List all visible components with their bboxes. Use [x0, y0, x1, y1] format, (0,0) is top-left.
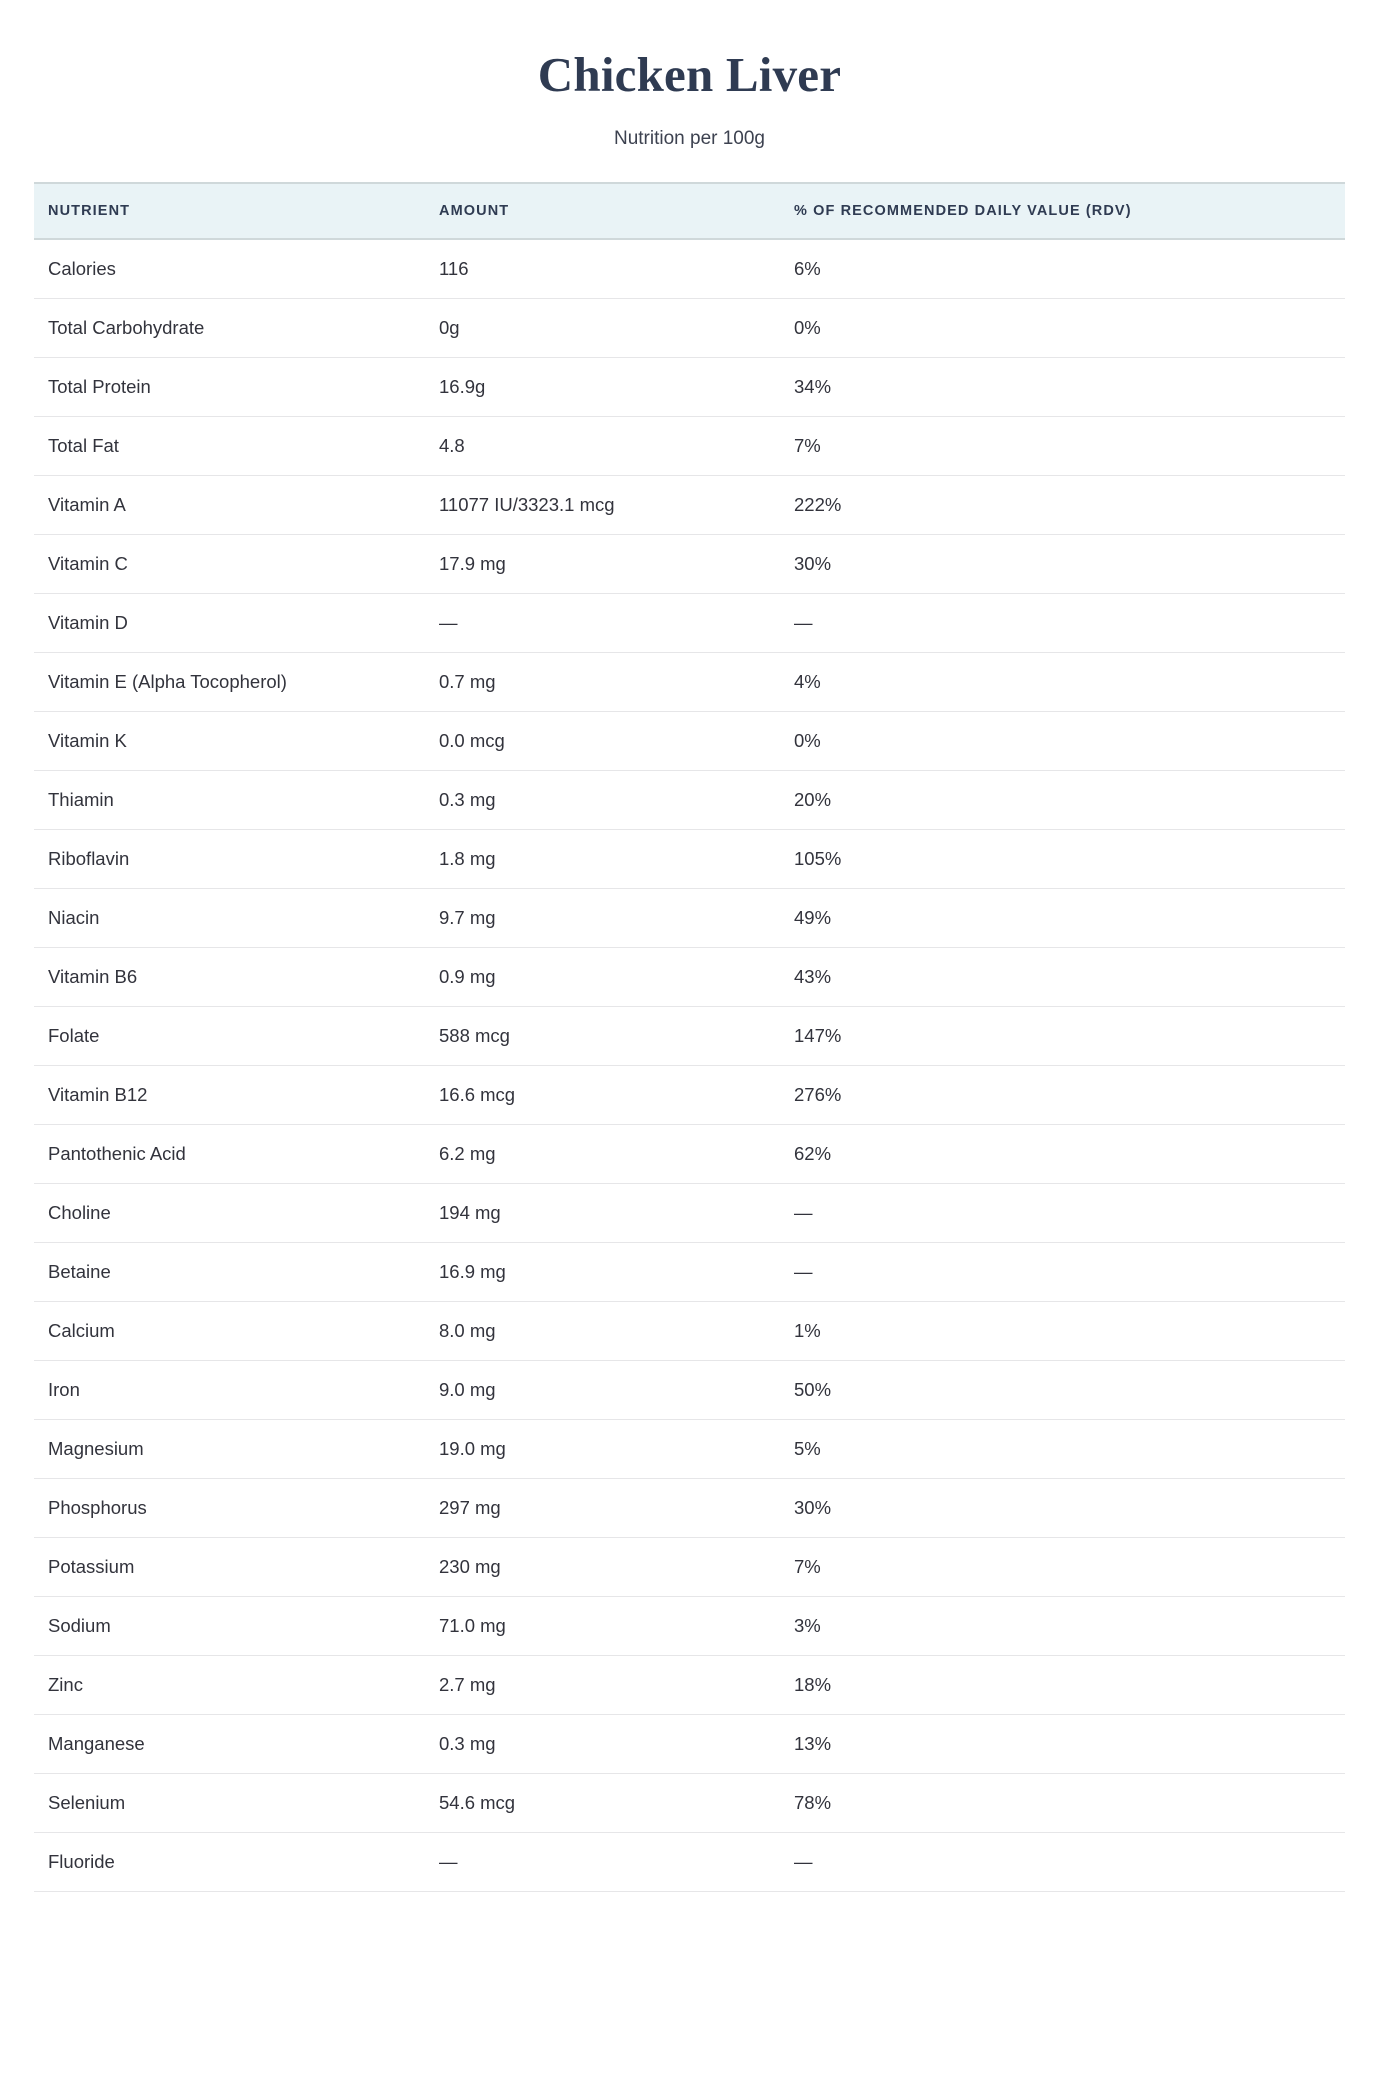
cell-amount: 0.3 mg	[439, 1714, 794, 1773]
cell-amount: 9.0 mg	[439, 1360, 794, 1419]
cell-nutrient: Folate	[34, 1006, 439, 1065]
column-header-rdv: % OF RECOMMENDED DAILY VALUE (RDV)	[794, 183, 1345, 239]
table-row	[34, 1537, 1345, 1596]
cell-nutrient: Vitamin D	[34, 593, 439, 652]
table-row	[34, 1301, 1345, 1360]
cell-rdv: —	[794, 1832, 1345, 1891]
table-row	[34, 1773, 1345, 1832]
cell-nutrient: Selenium	[34, 1773, 439, 1832]
cell-amount: 17.9 mg	[439, 534, 794, 593]
table-row	[34, 1714, 1345, 1773]
table-body	[34, 239, 1345, 1892]
cell-nutrient: Total Carbohydrate	[34, 298, 439, 357]
cell-nutrient: Fluoride	[34, 1832, 439, 1891]
cell-rdv: 105%	[794, 829, 1345, 888]
cell-amount: 6.2 mg	[439, 1124, 794, 1183]
cell-rdv: —	[794, 1242, 1345, 1301]
table-row	[34, 1832, 1345, 1891]
cell-amount: 16.9g	[439, 357, 794, 416]
cell-amount: 194 mg	[439, 1183, 794, 1242]
table-row	[34, 475, 1345, 534]
cell-nutrient: Pantothenic Acid	[34, 1124, 439, 1183]
cell-rdv: 50%	[794, 1360, 1345, 1419]
table-header	[34, 183, 1345, 239]
nutrition-table	[34, 182, 1345, 1892]
cell-rdv: 30%	[794, 534, 1345, 593]
table-row	[34, 888, 1345, 947]
table-row	[34, 416, 1345, 475]
cell-nutrient: Phosphorus	[34, 1478, 439, 1537]
cell-amount: 9.7 mg	[439, 888, 794, 947]
cell-rdv: 3%	[794, 1596, 1345, 1655]
cell-amount: 71.0 mg	[439, 1596, 794, 1655]
cell-rdv: 0%	[794, 711, 1345, 770]
cell-nutrient: Sodium	[34, 1596, 439, 1655]
cell-rdv: 222%	[794, 475, 1345, 534]
table-row	[34, 593, 1345, 652]
cell-rdv: 18%	[794, 1655, 1345, 1714]
table-row	[34, 829, 1345, 888]
cell-rdv: 43%	[794, 947, 1345, 1006]
cell-nutrient: Vitamin A	[34, 475, 439, 534]
cell-rdv: 147%	[794, 1006, 1345, 1065]
cell-rdv: 5%	[794, 1419, 1345, 1478]
nutrition-page	[0, 48, 1379, 1892]
table-row	[34, 1478, 1345, 1537]
cell-nutrient: Calcium	[34, 1301, 439, 1360]
cell-amount: 0.7 mg	[439, 652, 794, 711]
cell-nutrient: Zinc	[34, 1655, 439, 1714]
cell-nutrient: Vitamin K	[34, 711, 439, 770]
table-row	[34, 711, 1345, 770]
cell-nutrient: Manganese	[34, 1714, 439, 1773]
column-header-nutrient: NUTRIENT	[34, 183, 439, 239]
table-row	[34, 1006, 1345, 1065]
cell-rdv: 0%	[794, 298, 1345, 357]
cell-amount: 11077 IU/3323.1 mcg	[439, 475, 794, 534]
table-row	[34, 1124, 1345, 1183]
cell-amount: 2.7 mg	[439, 1655, 794, 1714]
cell-amount: 1.8 mg	[439, 829, 794, 888]
table-header-row	[34, 183, 1345, 239]
cell-nutrient: Vitamin B12	[34, 1065, 439, 1124]
cell-amount: —	[439, 593, 794, 652]
cell-rdv: 13%	[794, 1714, 1345, 1773]
cell-nutrient: Niacin	[34, 888, 439, 947]
cell-nutrient: Riboflavin	[34, 829, 439, 888]
cell-rdv: 7%	[794, 1537, 1345, 1596]
page-subtitle: Nutrition per 100g	[613, 127, 766, 149]
cell-rdv: 49%	[794, 888, 1345, 947]
cell-nutrient: Choline	[34, 1183, 439, 1242]
cell-rdv: 6%	[794, 239, 1345, 299]
cell-rdv: 20%	[794, 770, 1345, 829]
column-header-amount: AMOUNT	[439, 183, 794, 239]
cell-rdv: 4%	[794, 652, 1345, 711]
table-row	[34, 1065, 1345, 1124]
cell-amount: 16.9 mg	[439, 1242, 794, 1301]
table-row	[34, 1596, 1345, 1655]
table-row	[34, 947, 1345, 1006]
page-title: Chicken Liver	[537, 47, 842, 102]
cell-rdv: 7%	[794, 416, 1345, 475]
cell-amount: —	[439, 1832, 794, 1891]
cell-rdv: 62%	[794, 1124, 1345, 1183]
cell-amount: 116	[439, 239, 794, 299]
table-row	[34, 357, 1345, 416]
table-row	[34, 770, 1345, 829]
cell-rdv: —	[794, 1183, 1345, 1242]
cell-amount: 0g	[439, 298, 794, 357]
cell-nutrient: Magnesium	[34, 1419, 439, 1478]
cell-nutrient: Total Fat	[34, 416, 439, 475]
table-row	[34, 298, 1345, 357]
cell-nutrient: Betaine	[34, 1242, 439, 1301]
cell-amount: 8.0 mg	[439, 1301, 794, 1360]
cell-nutrient: Thiamin	[34, 770, 439, 829]
cell-rdv: 34%	[794, 357, 1345, 416]
table-row	[34, 1655, 1345, 1714]
cell-amount: 4.8	[439, 416, 794, 475]
cell-amount: 16.6 mcg	[439, 1065, 794, 1124]
table-row	[34, 652, 1345, 711]
table-row	[34, 1360, 1345, 1419]
table-row	[34, 534, 1345, 593]
cell-nutrient: Iron	[34, 1360, 439, 1419]
cell-amount: 0.9 mg	[439, 947, 794, 1006]
table-row	[34, 239, 1345, 299]
cell-amount: 54.6 mcg	[439, 1773, 794, 1832]
cell-nutrient: Vitamin B6	[34, 947, 439, 1006]
cell-nutrient: Vitamin E (Alpha Tocopherol)	[34, 652, 439, 711]
table-row	[34, 1419, 1345, 1478]
cell-amount: 588 mcg	[439, 1006, 794, 1065]
cell-nutrient: Potassium	[34, 1537, 439, 1596]
cell-rdv: 1%	[794, 1301, 1345, 1360]
cell-rdv: 78%	[794, 1773, 1345, 1832]
cell-amount: 230 mg	[439, 1537, 794, 1596]
table-row	[34, 1242, 1345, 1301]
table-row	[34, 1183, 1345, 1242]
cell-nutrient: Total Protein	[34, 357, 439, 416]
cell-amount: 0.3 mg	[439, 770, 794, 829]
cell-rdv: 276%	[794, 1065, 1345, 1124]
cell-amount: 297 mg	[439, 1478, 794, 1537]
cell-rdv: 30%	[794, 1478, 1345, 1537]
cell-amount: 19.0 mg	[439, 1419, 794, 1478]
cell-nutrient: Vitamin C	[34, 534, 439, 593]
cell-amount: 0.0 mcg	[439, 711, 794, 770]
cell-nutrient: Calories	[34, 239, 439, 299]
cell-rdv: —	[794, 593, 1345, 652]
